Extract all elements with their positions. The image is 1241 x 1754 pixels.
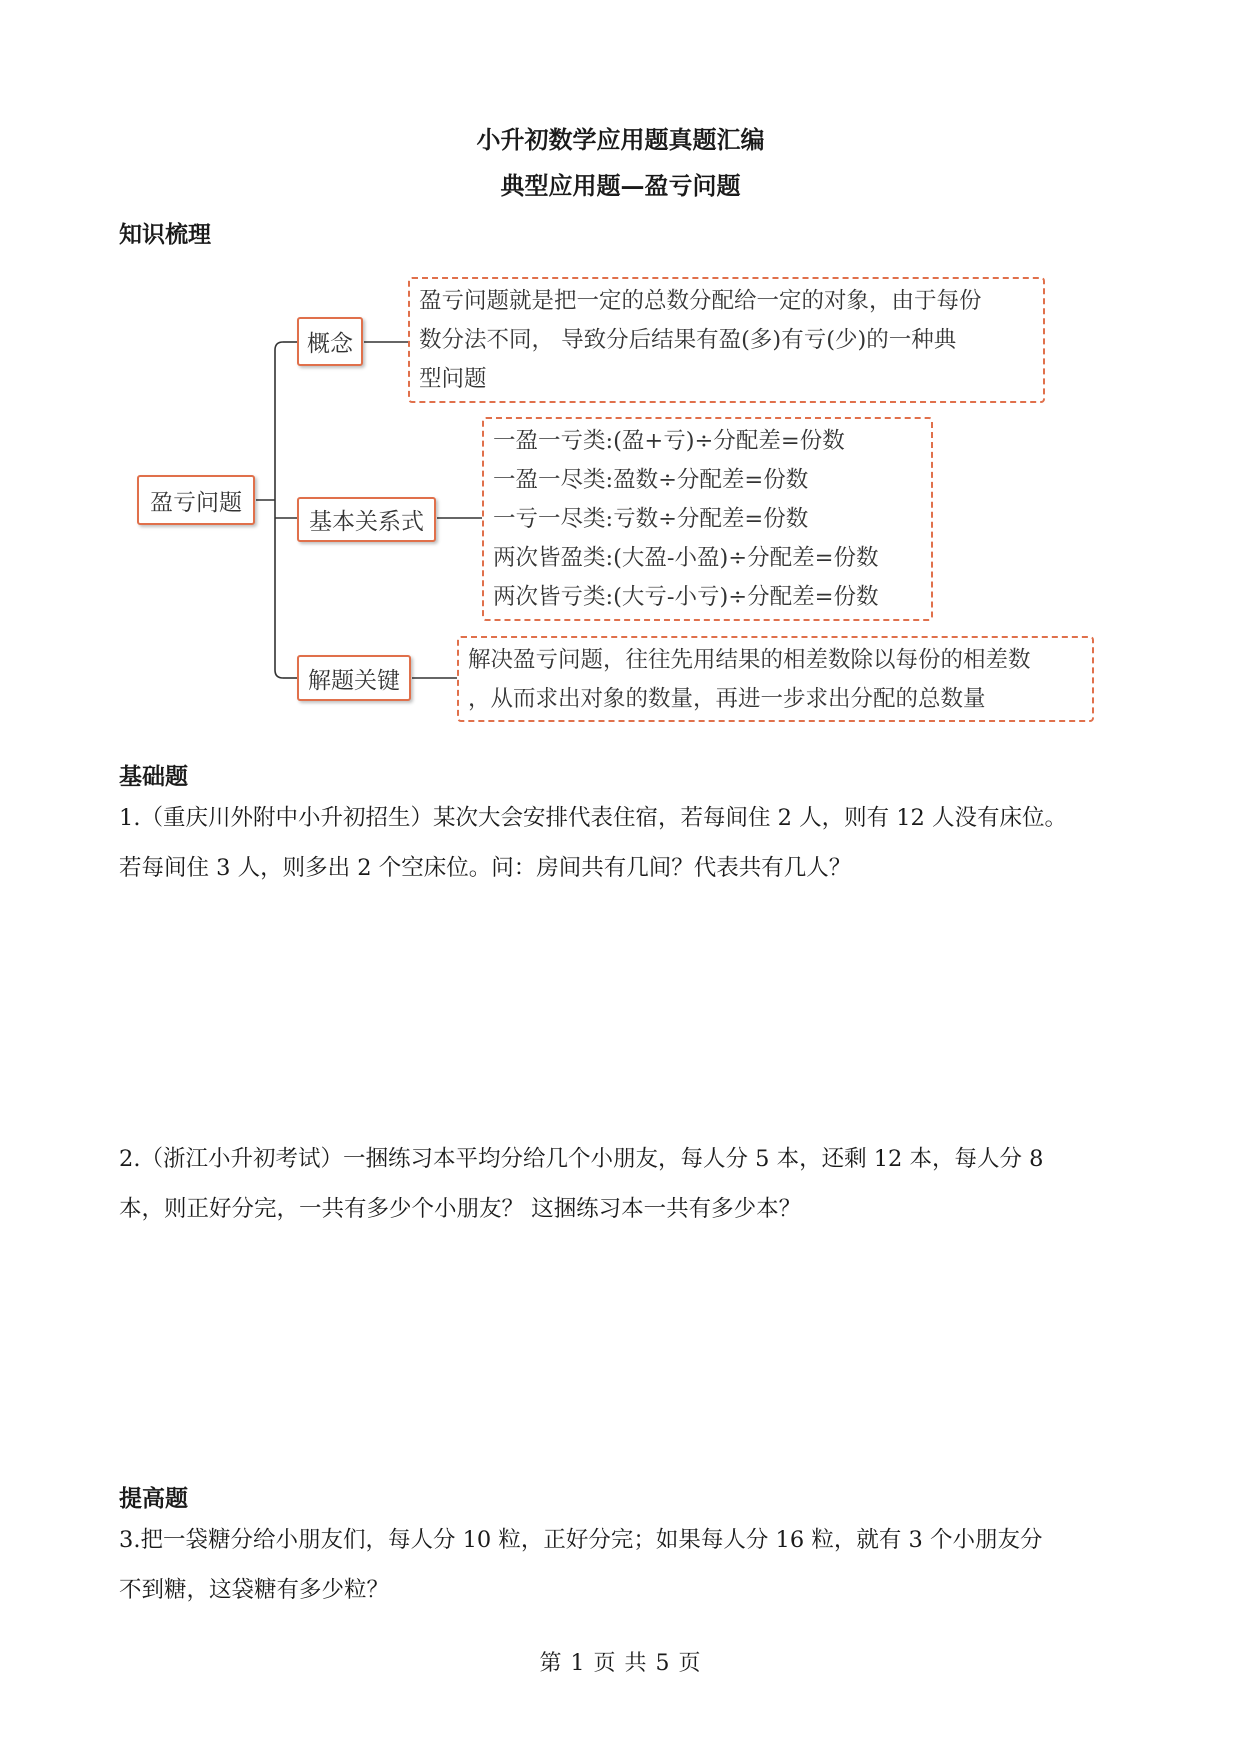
concept-label: 概念 xyxy=(307,331,353,357)
relation-formula: 一盈一亏类:(盈+亏)÷分配差=份数 xyxy=(493,428,845,454)
relation-formula: 两次皆亏类:(大亏-小亏)÷分配差=份数 xyxy=(493,584,879,610)
mindmap-relations-node xyxy=(297,497,436,542)
page-footer: 第 1 页 共 5 页 xyxy=(539,1651,702,1676)
mindmap-concept-node xyxy=(297,317,363,366)
question-3-line: 3.把一袋糖分给小朋友们，每人分 10 粒，正好分完；如果每人分 16 粒，就有 3 个小朋友分 xyxy=(119,1527,1043,1553)
concept-line: 盈亏问题就是把一定的总数分配给一定的对象，由于每份 xyxy=(419,288,982,314)
relation-formula: 一盈一尽类:盈数÷分配差=份数 xyxy=(493,467,809,493)
question-2-line: 本，则正好分完，一共有多少个小朋友？ 这捆练习本一共有多少本？ xyxy=(119,1196,802,1222)
key-line: 解决盈亏问题，往往先用结果的相差数除以每份的相差数 xyxy=(468,647,1031,673)
key-line: ，从而求出对象的数量，再进一步求出分配的总数量 xyxy=(468,686,986,712)
question-1-line: 1.（重庆川外附中小升初招生）某次大会安排代表住宿，若每间住 2 人，则有 12 人没有床位。 xyxy=(119,805,1068,831)
relation-formula: 两次皆盈类:(大盈-小盈)÷分配差=份数 xyxy=(493,545,879,571)
mindmap-root-label: 盈亏问题 xyxy=(150,489,242,516)
section-advanced-heading: 提高题 xyxy=(119,1485,188,1512)
key-detail-box xyxy=(457,636,1094,722)
mindmap-root-node xyxy=(137,475,255,525)
concept-detail-box xyxy=(408,277,1045,403)
mindmap-key-node xyxy=(297,655,411,701)
question-1-line: 若每间住 3 人，则多出 2 个空床位。问：房间共有几间？代表共有几人？ xyxy=(119,855,852,881)
question-3 xyxy=(119,1515,1139,1615)
concept-line: 型问题 xyxy=(419,366,487,392)
section-knowledge-heading: 知识梳理 xyxy=(119,221,211,248)
section-basic-heading: 基础题 xyxy=(119,763,188,790)
doc-title: 小升初数学应用题真题汇编 xyxy=(476,125,765,154)
doc-subtitle: 典型应用题—盈亏问题 xyxy=(500,171,741,200)
question-3-line: 不到糖，这袋糖有多少粒？ xyxy=(119,1577,390,1603)
concept-line: 数分法不同， 导致分后结果有盈(多)有亏(少)的一种典 xyxy=(419,327,957,353)
question-2-line: 2.（浙江小升初考试）一捆练习本平均分给几个小朋友，每人分 5 本，还剩 12 本，每人分 8 xyxy=(119,1146,1044,1172)
relations-detail-box xyxy=(482,417,933,621)
key-label: 解题关键 xyxy=(308,667,400,694)
question-1 xyxy=(119,793,1139,893)
relation-formula: 一亏一尽类:亏数÷分配差=份数 xyxy=(493,506,809,532)
question-2 xyxy=(119,1134,1139,1234)
relations-label: 基本关系式 xyxy=(309,509,424,535)
